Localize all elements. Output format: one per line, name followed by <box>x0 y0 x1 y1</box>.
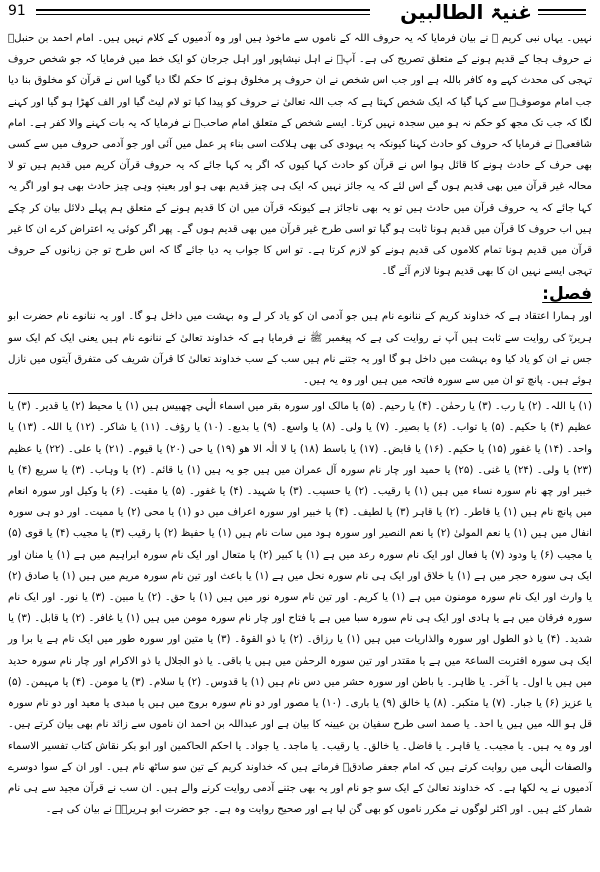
title-ornament <box>538 9 586 15</box>
page-header <box>0 0 600 26</box>
divider <box>8 393 592 394</box>
paragraph-names-list: (۱) یا اللہ۔ (۲) یا رب۔ (۳) یا رحمٰن۔ (۴) یا رحیم۔ (۵) یا مالک اور سورہ بقر میں اسماء الٰہی چھبیس ہیں (۱) یا محیط (۲) یا قدیر۔ (۳) یا عظیم (۴) یا حکیم۔ (۵) یا تواب۔ (۶) یا بصیر۔ (۷) یا ولی۔ (۸) یا واسع۔ (۹) یا بدیع۔ (۱۰) یا رؤف۔ (۱۱) یا شاکر۔ (۱۲) یا اللہ۔ (۱۳) یا واحد۔ (۱۴) یا غفور (۱۵) یا حکیم۔ (۱۶) یا قابض۔ (۱۷) یا باسط (۱۸) یا لا الٰہ الا ھو (۱۹) یا حی (۲۰) یا قیوم۔ (۲۱) یا علی۔ (۲۲) یا عظیم (۲۳) یا ولی۔ (۲۴) یا غنی۔ (۲۵) یا حمید اور چار نام سورہ آل عمران میں ہیں جو یہ ہیں (۱) یا قائم۔ (۲) یا وہاب۔ (۳) یا سریع (۴) یا خبیر اور چھ نام سورہ نساء میں ہیں (۱) یا رقیب۔ (۲) یا حسیب۔ (۳) یا شہید۔ (۴) یا غفور۔ (۵) یا مقیت۔ (۶) یا وکیل اور سورہ انعام میں پانچ نام ہیں (۱) یا فاطر۔ (۲) یا قاہر (۳) یا لطیف۔ (۴) یا خبیر اور سورہ اعراف میں دو (۱) یا محی (۲) یا ممیت۔ اور دو ہی سورہ انفال میں ہیں (۱) یا نعم المولیٰ (۲) یا نعم النصیر اور سورہ ہود میں سات نام ہیں (۱) یا حفیظ (۲) یا رقیب (۳) یا مجیب (۴) یا قوی (۵) یا مجیب (۶) یا ودود (۷) یا فعال اور ایک نام سورہ رعد میں ہے (۱) یا کبیر (۲) یا متعال اور ایک نام سورہ ابراہیم میں ہے (۱) یا منان اور ایک ہی سورہ حجر میں ہے (۱) یا خلاق اور ایک ہی نام سورہ نحل میں ہے (۱) یا باعث اور تین نام سورہ مریم میں ہیں (۱) یا صادق (۲) یا وارث اور ایک نام سورہ مومنون میں ہے (۱) یا کریم۔ اور تین نام سورہ نور میں ہیں (۱) یا حق۔ (۲) یا مبین۔ (۳) یا نور۔ اور ایک نام سورہ فرقان میں ہے یا ہادی اور ایک ہی نام سورہ سبا میں ہے یا فتاح اور چار نام سورہ مومن میں ہیں (۱) یا غافر۔ (۲) یا قابل۔ (۳) یا شدید۔ (۴) یا ذو الطول اور سورہ والذاریات میں ہیں (۱) یا رزاق۔ (۲) یا ذو القوۃ۔ (۳) یا متین اور سورہ طور میں ایک نام ہے یا برا ور ایک ہی سورہ اقتربت الساعۃ میں ہے یا مقتدر اور تین سورہ الرحمٰن میں ہیں یا باقی۔ یا ذو الجلال یا ذو الاکرام اور چار نام سورہ حدید میں ہیں یا اول۔ یا آخر۔ یا ظاہر۔ یا باطن اور سورہ حشر میں دس نام ہیں (۱) یا قدوس۔ (۲) یا سلام۔ (۳) یا مومن۔ (۴) یا مہیمن۔ (۵) یا عزیز (۶) یا جبار۔ (۷) یا متکبر۔ (۸) یا خالق (۹) یا باری۔ (۱۰) یا مصور اور دو نام سورہ بروج میں ہیں یا مبدی یا معید اور دو نام سورہ قل ہو اللہ میں ہیں یا احد۔ یا صمد اسی طرح سفیان بن عیینہ کا بیان ہے اور عبداللہ بن احمد ان ناموں سے زائد نام بھی بیان کرتے ہیں۔ اور وہ یہ ہیں۔ یا مجیب۔ یا قاہر۔ یا فاضل۔ یا خالق۔ یا رقیب۔ یا ماجد۔ یا جواد۔ یا احکم الحاکمین اور ابو بکر نقاش کتاب تفسیر الاسماء والصفات الٰہی میں روایت کرتے ہیں کہ امام جعفر صادقؒ فرماتے ہیں کہ خداوند کریم کے تین سو ساٹھ نام ہیں۔ اور ان کے سوا دوسرے آدمیوں نے یہ لکھا ہے۔ کہ خداوند تعالیٰ کے ایک سو جو نام اور یہ بھی جتنے آدمی روایت کرنے والے ہیں۔ ان سب نے قرآن مجید سے ہی نام شمار کئے ہیں۔ اور اکثر لوگوں نے مکرر ناموں کو بھی گن لیا ہے اور صحیح روایت وہ ہے۔ جو حضرت ابو ہریرہؓ نے بیان کی ہے۔ <box>8 401 593 816</box>
paragraph-names-intro: اور ہمارا اعتقاد ہے کہ خداوند کریم کے ننانوے نام ہیں جو آدمی ان کو یاد کر لے وہ بہشت میں داخل ہو گا۔ اور یہ ننانوے نام حضرت ابو ہریرہؓ کی روایت سے ثابت ہیں آپ نے روایت کی ہے کہ پیغمبر ﷺ نے فرمایا ہے کہ خداوند تعالیٰ کے ننانوے نام ہیں یعنی ایک کم ایک سو جس نے ان کو یاد کیا وہ بہشت میں داخل ہو گا اور یہ جتنے نام ہیں سب کے سب خداوند تعالیٰ کا قرآن شریف کی متفرق آیتوں میں نازل ہوئے ہیں۔ پانچ تو ان میں سے سورہ فاتحہ میں ہیں اور وہ یہ ہیں۔ <box>8 311 592 387</box>
paragraph-intro: نہیں۔ یہاں نبی کریم ﷺ نے بیان فرمایا کہ یہ حروف اللہ کے ناموں سے ماخوذ ہیں اور وہ آدمیوں کے کلام نہیں ہیں۔ امام احمد بن حنبلؒ نے حروف ہجا کے قدیم ہونے کے متعلق تصریح کی ہے۔ آپؒ نے اہل نیشاپور اور اہل جرجان کو ایک خط میں فرمایا کہ جو شخص حروف تہجی کی محدث کہے وہ کافر باللہ ہے اور جب اس شخص نے ان حروف پر مخلوق ہونے کا حکم لگا دیا گویا اس نے قرآن کو مخلوق بنا دیا جب امام موصوفؒ سے کہا گیا کہ ایک شخص کہتا ہے کہ جب اللہ تعالیٰ نے حروف کو پیدا کیا تو لام لیٹ گیا اور الف کھڑا ہو گیا اور کہنے لگا کہ جب تک مجھ کو حکم نہ ہو میں سجدہ نہیں کرتا۔ ایسے شخص کے متعلق امام صاحبؒ نے فرمایا کہ یہ بات کہنے والا کفر ہے۔ امام شافعیؒ نے فرمایا کہ حروف کو حادث کہنا کیونکہ یہ یہودی کی بھی ہلاکت اسی بناء پر عمل میں آئی اور جو آدمی حروف میں سے کسی بھی حرف کے حادث ہونے کا قائل ہوا اس نے قرآن کو حادث کہا کیوں کہ اگر یہ کہا جائے کہ یہ حروف قرآن کریم میں قدیم ہیں تو لا محالہ غیر قرآن میں بھی قدیم ہوں گے اس لئے کہ یہ جائز نہیں کہ ایک ہی چیز قدیم بھی ہو اور بعینہٖ وہی چیز حادث بھی ہو اور اگر یہ کہا جائے کہ یہ حروف قرآن میں حادث ہیں تو یہ بھی ناجائز ہے کیونکہ قرآن میں ان کا قدیم ہونے کے متعلق ہم پہلے دلائل بیان کر چکے ہیں اب حروف کا قرآن میں قدیم ہونا ثابت ہو گیا تو اسی طرح غیر قرآن میں بھی قدیم ہوں گے۔ پھر اگر کوئی یہ اعتراض کرے ان کا غیر قرآن میں قدیم ہونا تمام کلاموں کی قدیم ہونے کو لازم کرتا ہے۔ تو اس کا جواب یہ دیا جائے گا کہ اس طرح تو جن زبانوں کے حروف تہجی ایسے نہیں ان کا بھی قدیم ہونا لازم آئے گا۔ <box>8 33 592 278</box>
book-title: غنیۃ الطالبین <box>400 0 532 24</box>
header-rule <box>36 9 370 15</box>
page-number: 91 <box>8 3 26 19</box>
section-heading: فصل: <box>542 284 592 305</box>
page-body <box>8 28 592 820</box>
